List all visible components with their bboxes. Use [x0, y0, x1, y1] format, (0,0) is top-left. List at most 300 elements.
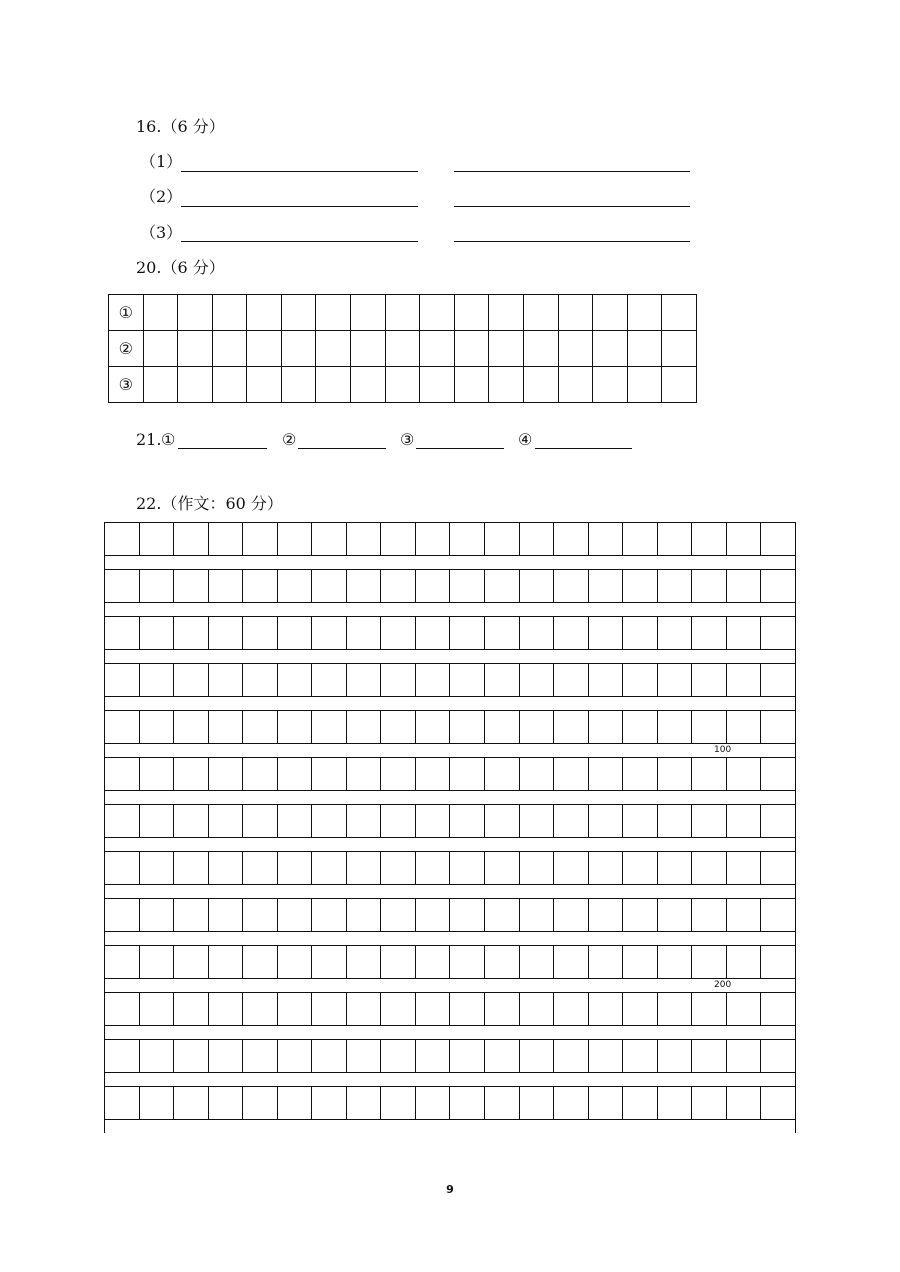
essay-cell[interactable]: [484, 1087, 519, 1119]
essay-cell[interactable]: [105, 1040, 139, 1072]
essay-cell[interactable]: [105, 946, 139, 978]
essay-cell[interactable]: [553, 993, 588, 1025]
essay-cell[interactable]: [139, 711, 174, 743]
essay-cell[interactable]: [726, 711, 761, 743]
essay-cell[interactable]: [415, 1040, 450, 1072]
essay-cell[interactable]: [726, 993, 761, 1025]
essay-cell[interactable]: [346, 1040, 381, 1072]
essay-cell[interactable]: [173, 899, 208, 931]
essay-cell[interactable]: [242, 852, 277, 884]
grid-cell[interactable]: [212, 331, 247, 367]
grid-cell[interactable]: [558, 295, 593, 331]
grid-cell[interactable]: [316, 295, 351, 331]
essay-cell[interactable]: [208, 617, 243, 649]
essay-cell[interactable]: [173, 993, 208, 1025]
grid-cell[interactable]: [420, 367, 455, 403]
essay-cell[interactable]: [139, 993, 174, 1025]
essay-cell[interactable]: [139, 1087, 174, 1119]
grid-cell[interactable]: [523, 331, 558, 367]
grid-cell[interactable]: [316, 331, 351, 367]
essay-cell[interactable]: [346, 805, 381, 837]
essay-cell[interactable]: [346, 570, 381, 602]
essay-cell[interactable]: [484, 805, 519, 837]
essay-cell[interactable]: [622, 852, 657, 884]
essay-cell[interactable]: [622, 617, 657, 649]
essay-cell[interactable]: [657, 1087, 692, 1119]
essay-cell[interactable]: [173, 805, 208, 837]
grid-cell[interactable]: [178, 295, 213, 331]
essay-cell[interactable]: [449, 946, 484, 978]
essay-cell[interactable]: [726, 570, 761, 602]
essay-cell[interactable]: [691, 899, 726, 931]
essay-cell[interactable]: [588, 946, 623, 978]
essay-cell[interactable]: [484, 993, 519, 1025]
essay-cell[interactable]: [484, 1040, 519, 1072]
essay-cell[interactable]: [173, 852, 208, 884]
grid-cell[interactable]: [351, 295, 386, 331]
essay-cell[interactable]: [553, 852, 588, 884]
essay-cell[interactable]: [277, 993, 312, 1025]
essay-cell[interactable]: [208, 993, 243, 1025]
grid-cell[interactable]: [593, 295, 628, 331]
essay-cell[interactable]: [691, 570, 726, 602]
essay-cell[interactable]: [588, 617, 623, 649]
grid-cell[interactable]: [212, 295, 247, 331]
essay-cell[interactable]: [346, 617, 381, 649]
essay-cell[interactable]: [449, 852, 484, 884]
essay-cell[interactable]: [311, 1040, 346, 1072]
essay-cell[interactable]: [449, 899, 484, 931]
essay-cell[interactable]: [449, 664, 484, 696]
essay-cell[interactable]: [553, 1040, 588, 1072]
essay-cell[interactable]: [657, 758, 692, 790]
essay-cell[interactable]: [415, 805, 450, 837]
essay-cell[interactable]: [726, 664, 761, 696]
essay-cell[interactable]: [553, 523, 588, 555]
essay-cell[interactable]: [139, 758, 174, 790]
essay-cell[interactable]: [415, 711, 450, 743]
essay-cell[interactable]: [105, 711, 139, 743]
essay-cell[interactable]: [277, 664, 312, 696]
essay-cell[interactable]: [588, 899, 623, 931]
essay-cell[interactable]: [588, 993, 623, 1025]
grid-cell[interactable]: [143, 295, 178, 331]
essay-cell[interactable]: [726, 852, 761, 884]
essay-cell[interactable]: [380, 758, 415, 790]
essay-cell[interactable]: [553, 1087, 588, 1119]
essay-cell[interactable]: [519, 758, 554, 790]
q21-blank-1-line[interactable]: [178, 448, 267, 449]
essay-cell[interactable]: [311, 852, 346, 884]
essay-cell[interactable]: [311, 523, 346, 555]
essay-cell[interactable]: [242, 1040, 277, 1072]
essay-cell[interactable]: [311, 1087, 346, 1119]
grid-cell[interactable]: [627, 295, 662, 331]
essay-cell[interactable]: [242, 664, 277, 696]
essay-cell[interactable]: [242, 805, 277, 837]
essay-cell[interactable]: [139, 852, 174, 884]
essay-cell[interactable]: [105, 993, 139, 1025]
essay-cell[interactable]: [691, 523, 726, 555]
grid-cell[interactable]: [247, 295, 282, 331]
essay-cell[interactable]: [346, 1087, 381, 1119]
essay-cell[interactable]: [657, 523, 692, 555]
essay-cell[interactable]: [277, 758, 312, 790]
essay-cell[interactable]: [311, 899, 346, 931]
essay-cell[interactable]: [346, 946, 381, 978]
essay-cell[interactable]: [760, 570, 795, 602]
essay-cell[interactable]: [415, 664, 450, 696]
essay-cell[interactable]: [311, 758, 346, 790]
essay-cell[interactable]: [139, 664, 174, 696]
essay-cell[interactable]: [622, 1087, 657, 1119]
essay-cell[interactable]: [311, 570, 346, 602]
essay-cell[interactable]: [726, 946, 761, 978]
essay-cell[interactable]: [691, 805, 726, 837]
essay-cell[interactable]: [484, 570, 519, 602]
essay-cell[interactable]: [760, 758, 795, 790]
essay-cell[interactable]: [449, 1087, 484, 1119]
essay-cell[interactable]: [553, 570, 588, 602]
grid-cell[interactable]: [454, 367, 489, 403]
essay-cell[interactable]: [691, 1087, 726, 1119]
grid-cell[interactable]: [212, 367, 247, 403]
q16-item-2-answer-line-b[interactable]: [454, 206, 690, 207]
essay-cell[interactable]: [588, 711, 623, 743]
essay-cell[interactable]: [760, 1087, 795, 1119]
grid-cell[interactable]: [454, 295, 489, 331]
essay-cell[interactable]: [760, 899, 795, 931]
grid-cell[interactable]: [489, 367, 524, 403]
essay-cell[interactable]: [105, 617, 139, 649]
grid-cell[interactable]: [178, 367, 213, 403]
essay-cell[interactable]: [622, 946, 657, 978]
essay-cell[interactable]: [173, 1087, 208, 1119]
essay-cell[interactable]: [346, 899, 381, 931]
essay-cell[interactable]: [139, 805, 174, 837]
essay-cell[interactable]: [105, 1087, 139, 1119]
essay-cell[interactable]: [105, 758, 139, 790]
essay-cell[interactable]: [380, 1040, 415, 1072]
essay-cell[interactable]: [622, 1040, 657, 1072]
essay-cell[interactable]: [553, 805, 588, 837]
essay-cell[interactable]: [415, 570, 450, 602]
essay-cell[interactable]: [277, 523, 312, 555]
essay-cell[interactable]: [105, 805, 139, 837]
essay-cell[interactable]: [622, 570, 657, 602]
essay-cell[interactable]: [760, 523, 795, 555]
essay-cell[interactable]: [519, 805, 554, 837]
essay-cell[interactable]: [484, 946, 519, 978]
essay-cell[interactable]: [691, 758, 726, 790]
essay-cell[interactable]: [380, 852, 415, 884]
essay-cell[interactable]: [346, 711, 381, 743]
essay-cell[interactable]: [346, 758, 381, 790]
grid-cell[interactable]: [523, 367, 558, 403]
essay-cell[interactable]: [553, 711, 588, 743]
grid-cell[interactable]: [281, 295, 316, 331]
essay-cell[interactable]: [691, 664, 726, 696]
essay-cell[interactable]: [726, 899, 761, 931]
essay-cell[interactable]: [242, 946, 277, 978]
essay-cell[interactable]: [519, 617, 554, 649]
essay-cell[interactable]: [415, 1087, 450, 1119]
grid-cell[interactable]: [281, 331, 316, 367]
q16-item-1-answer-line-b[interactable]: [454, 171, 690, 172]
essay-cell[interactable]: [311, 946, 346, 978]
essay-cell[interactable]: [208, 852, 243, 884]
essay-cell[interactable]: [173, 523, 208, 555]
essay-cell[interactable]: [449, 570, 484, 602]
essay-cell[interactable]: [657, 993, 692, 1025]
essay-cell[interactable]: [311, 711, 346, 743]
essay-cell[interactable]: [657, 946, 692, 978]
essay-cell[interactable]: [242, 617, 277, 649]
grid-cell[interactable]: [178, 331, 213, 367]
essay-cell[interactable]: [622, 758, 657, 790]
essay-cell[interactable]: [760, 664, 795, 696]
grid-cell[interactable]: [662, 367, 697, 403]
essay-cell[interactable]: [415, 523, 450, 555]
essay-cell[interactable]: [622, 711, 657, 743]
essay-cell[interactable]: [484, 523, 519, 555]
grid-cell[interactable]: [143, 331, 178, 367]
essay-cell[interactable]: [139, 1040, 174, 1072]
essay-cell[interactable]: [691, 617, 726, 649]
essay-cell[interactable]: [380, 523, 415, 555]
essay-cell[interactable]: [691, 1040, 726, 1072]
essay-cell[interactable]: [760, 946, 795, 978]
essay-cell[interactable]: [449, 758, 484, 790]
essay-cell[interactable]: [311, 664, 346, 696]
essay-cell[interactable]: [380, 570, 415, 602]
essay-cell[interactable]: [588, 570, 623, 602]
grid-cell[interactable]: [593, 331, 628, 367]
q16-item-3-answer-line-a[interactable]: [181, 241, 418, 242]
grid-cell[interactable]: [454, 331, 489, 367]
essay-cell[interactable]: [242, 758, 277, 790]
essay-cell[interactable]: [208, 1040, 243, 1072]
essay-cell[interactable]: [346, 664, 381, 696]
essay-cell[interactable]: [519, 899, 554, 931]
essay-cell[interactable]: [726, 617, 761, 649]
grid-cell[interactable]: [593, 367, 628, 403]
essay-cell[interactable]: [622, 664, 657, 696]
essay-cell[interactable]: [553, 946, 588, 978]
essay-cell[interactable]: [449, 523, 484, 555]
essay-cell[interactable]: [208, 899, 243, 931]
essay-cell[interactable]: [380, 1087, 415, 1119]
essay-cell[interactable]: [277, 899, 312, 931]
grid-cell[interactable]: [247, 367, 282, 403]
grid-cell[interactable]: [143, 367, 178, 403]
essay-cell[interactable]: [380, 993, 415, 1025]
essay-cell[interactable]: [105, 523, 139, 555]
essay-cell[interactable]: [622, 805, 657, 837]
essay-cell[interactable]: [415, 993, 450, 1025]
essay-cell[interactable]: [657, 617, 692, 649]
grid-cell[interactable]: [489, 295, 524, 331]
grid-cell[interactable]: [662, 331, 697, 367]
essay-cell[interactable]: [208, 805, 243, 837]
essay-cell[interactable]: [760, 617, 795, 649]
essay-cell[interactable]: [242, 1087, 277, 1119]
essay-cell[interactable]: [277, 711, 312, 743]
essay-cell[interactable]: [208, 1087, 243, 1119]
essay-cell[interactable]: [760, 711, 795, 743]
essay-cell[interactable]: [622, 523, 657, 555]
essay-cell[interactable]: [311, 805, 346, 837]
essay-cell[interactable]: [311, 993, 346, 1025]
essay-cell[interactable]: [449, 993, 484, 1025]
q16-item-1-answer-line-a[interactable]: [181, 171, 418, 172]
essay-cell[interactable]: [484, 664, 519, 696]
essay-cell[interactable]: [657, 899, 692, 931]
essay-cell[interactable]: [242, 899, 277, 931]
essay-cell[interactable]: [588, 523, 623, 555]
essay-cell[interactable]: [139, 899, 174, 931]
essay-cell[interactable]: [415, 899, 450, 931]
grid-cell[interactable]: [385, 331, 420, 367]
essay-cell[interactable]: [726, 1087, 761, 1119]
essay-cell[interactable]: [691, 711, 726, 743]
essay-cell[interactable]: [105, 852, 139, 884]
essay-cell[interactable]: [139, 523, 174, 555]
q21-blank-4-line[interactable]: [535, 448, 632, 449]
essay-cell[interactable]: [380, 711, 415, 743]
essay-cell[interactable]: [277, 805, 312, 837]
grid-cell[interactable]: [627, 331, 662, 367]
essay-cell[interactable]: [691, 946, 726, 978]
essay-cell[interactable]: [588, 805, 623, 837]
essay-cell[interactable]: [691, 852, 726, 884]
essay-cell[interactable]: [588, 664, 623, 696]
essay-cell[interactable]: [277, 852, 312, 884]
essay-cell[interactable]: [277, 946, 312, 978]
q16-item-2-answer-line-a[interactable]: [181, 206, 418, 207]
essay-cell[interactable]: [726, 1040, 761, 1072]
essay-cell[interactable]: [519, 1040, 554, 1072]
grid-cell[interactable]: [385, 367, 420, 403]
grid-cell[interactable]: [281, 367, 316, 403]
essay-cell[interactable]: [415, 852, 450, 884]
essay-cell[interactable]: [415, 758, 450, 790]
essay-cell[interactable]: [657, 570, 692, 602]
essay-cell[interactable]: [519, 570, 554, 602]
essay-cell[interactable]: [380, 617, 415, 649]
essay-cell[interactable]: [588, 1087, 623, 1119]
essay-cell[interactable]: [449, 617, 484, 649]
essay-cell[interactable]: [139, 570, 174, 602]
grid-cell[interactable]: [351, 331, 386, 367]
essay-cell[interactable]: [173, 758, 208, 790]
grid-cell[interactable]: [523, 295, 558, 331]
essay-cell[interactable]: [657, 711, 692, 743]
essay-cell[interactable]: [415, 617, 450, 649]
essay-cell[interactable]: [449, 805, 484, 837]
grid-cell[interactable]: [385, 295, 420, 331]
essay-cell[interactable]: [553, 899, 588, 931]
essay-cell[interactable]: [105, 570, 139, 602]
essay-cell[interactable]: [346, 852, 381, 884]
essay-cell[interactable]: [277, 570, 312, 602]
essay-cell[interactable]: [760, 993, 795, 1025]
essay-cell[interactable]: [760, 852, 795, 884]
essay-cell[interactable]: [173, 1040, 208, 1072]
q16-item-3-answer-line-b[interactable]: [454, 241, 690, 242]
q21-blank-3-line[interactable]: [416, 448, 504, 449]
essay-cell[interactable]: [173, 570, 208, 602]
essay-cell[interactable]: [657, 852, 692, 884]
essay-cell[interactable]: [173, 711, 208, 743]
essay-cell[interactable]: [726, 523, 761, 555]
essay-cell[interactable]: [380, 805, 415, 837]
essay-cell[interactable]: [173, 664, 208, 696]
essay-cell[interactable]: [208, 758, 243, 790]
essay-cell[interactable]: [588, 1040, 623, 1072]
essay-cell[interactable]: [346, 993, 381, 1025]
essay-cell[interactable]: [726, 805, 761, 837]
essay-cell[interactable]: [726, 758, 761, 790]
essay-cell[interactable]: [657, 1040, 692, 1072]
essay-cell[interactable]: [380, 664, 415, 696]
essay-cell[interactable]: [519, 523, 554, 555]
grid-cell[interactable]: [662, 295, 697, 331]
essay-cell[interactable]: [208, 946, 243, 978]
grid-cell[interactable]: [420, 331, 455, 367]
essay-cell[interactable]: [105, 664, 139, 696]
essay-cell[interactable]: [242, 570, 277, 602]
essay-cell[interactable]: [553, 758, 588, 790]
essay-cell[interactable]: [484, 711, 519, 743]
essay-cell[interactable]: [657, 805, 692, 837]
essay-cell[interactable]: [242, 523, 277, 555]
q21-blank-2-line[interactable]: [298, 448, 386, 449]
essay-cell[interactable]: [139, 617, 174, 649]
essay-cell[interactable]: [760, 1040, 795, 1072]
essay-cell[interactable]: [553, 617, 588, 649]
grid-cell[interactable]: [420, 295, 455, 331]
essay-cell[interactable]: [173, 617, 208, 649]
essay-cell[interactable]: [208, 664, 243, 696]
essay-cell[interactable]: [519, 852, 554, 884]
essay-cell[interactable]: [588, 758, 623, 790]
essay-cell[interactable]: [484, 758, 519, 790]
essay-cell[interactable]: [519, 993, 554, 1025]
essay-cell[interactable]: [415, 946, 450, 978]
essay-cell[interactable]: [173, 946, 208, 978]
essay-cell[interactable]: [484, 617, 519, 649]
essay-cell[interactable]: [553, 664, 588, 696]
essay-cell[interactable]: [242, 993, 277, 1025]
essay-cell[interactable]: [519, 664, 554, 696]
essay-cell[interactable]: [208, 570, 243, 602]
essay-cell[interactable]: [484, 899, 519, 931]
essay-cell[interactable]: [242, 711, 277, 743]
essay-cell[interactable]: [691, 993, 726, 1025]
essay-cell[interactable]: [622, 993, 657, 1025]
essay-cell[interactable]: [588, 852, 623, 884]
essay-cell[interactable]: [380, 946, 415, 978]
grid-cell[interactable]: [247, 331, 282, 367]
essay-cell[interactable]: [657, 664, 692, 696]
essay-cell[interactable]: [346, 523, 381, 555]
essay-cell[interactable]: [277, 617, 312, 649]
essay-cell[interactable]: [139, 946, 174, 978]
essay-cell[interactable]: [208, 523, 243, 555]
essay-cell[interactable]: [519, 1087, 554, 1119]
essay-cell[interactable]: [380, 899, 415, 931]
